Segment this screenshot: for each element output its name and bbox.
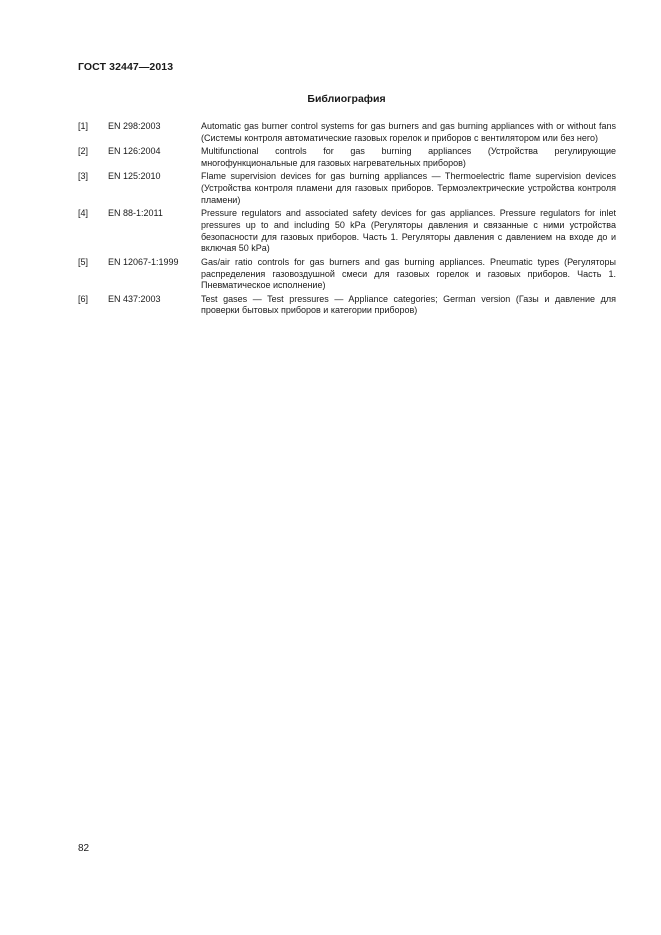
entry-description: Pressure regulators and associated safety devices for gas appliances. Pressure regulators for inlet pressures up to and including 50 kPa (Регуляторы давления и связанные с ними устройства безопасности для газовых приборов. Часть 1. Регуляторы давления с давлением на входе до и включая 50 kPa): [201, 208, 616, 254]
entry-standard-code: EN 126:2004: [108, 146, 161, 157]
entry-standard-code: EN 298:2003: [108, 121, 161, 131]
entry-standard-code: EN 12067-1:1999: [108, 256, 179, 267]
entry-description: Automatic gas burner control systems for gas burners and gas burning appliances with or without fans (Системы контроля автоматические газовых горелок и приборов с вентилятором или без него): [201, 121, 616, 143]
bibliography-entry: [78, 208, 616, 255]
entry-number: [4]: [78, 208, 89, 219]
entry-number: [1]: [78, 121, 89, 131]
entry-standard-code: EN 88-1:2011: [108, 208, 163, 219]
bibliography-entry: [78, 146, 616, 170]
section-title: Библиография: [307, 93, 386, 105]
entry-standard-code: EN 125:2010: [108, 171, 161, 182]
entry-number: [3]: [78, 171, 89, 182]
entry-description: Flame supervision devices for gas burning appliances — Thermoelectric flame supervision devices (Устройства контроля пламени для газовых приборов. Термоэлектрические устройства контроля пламени): [201, 171, 616, 205]
entry-number: [2]: [78, 146, 89, 157]
bibliography-entry: [78, 294, 616, 318]
bibliography-entry: [78, 121, 616, 145]
entry-description: Multifunctional controls for gas burning appliances (Устройства регулирующие многофункциональные для газовых нагревательных приборов): [201, 146, 616, 168]
entry-description: Test gases — Test pressures — Appliance categories; German version (Газы и давление для проверки бытовых приборов и категории приборов): [201, 293, 616, 316]
entry-number: [5]: [78, 256, 89, 267]
document-header: ГОСТ 32447—2013: [78, 61, 174, 73]
entry-standard-code: EN 437:2003: [108, 293, 161, 304]
page-number: 82: [78, 843, 90, 854]
bibliography-entry: [78, 257, 616, 292]
bibliography-entry: [78, 171, 616, 206]
bibliography-list: [78, 121, 616, 319]
entry-description: Gas/air ratio controls for gas burners and gas burning appliances. Pneumatic types (Регуляторы распределения газовоздушной смеси для газовых горелок и газовых приборов. Часть 1. Пневматическое исполнение): [201, 256, 616, 291]
entry-number: [6]: [78, 293, 89, 304]
